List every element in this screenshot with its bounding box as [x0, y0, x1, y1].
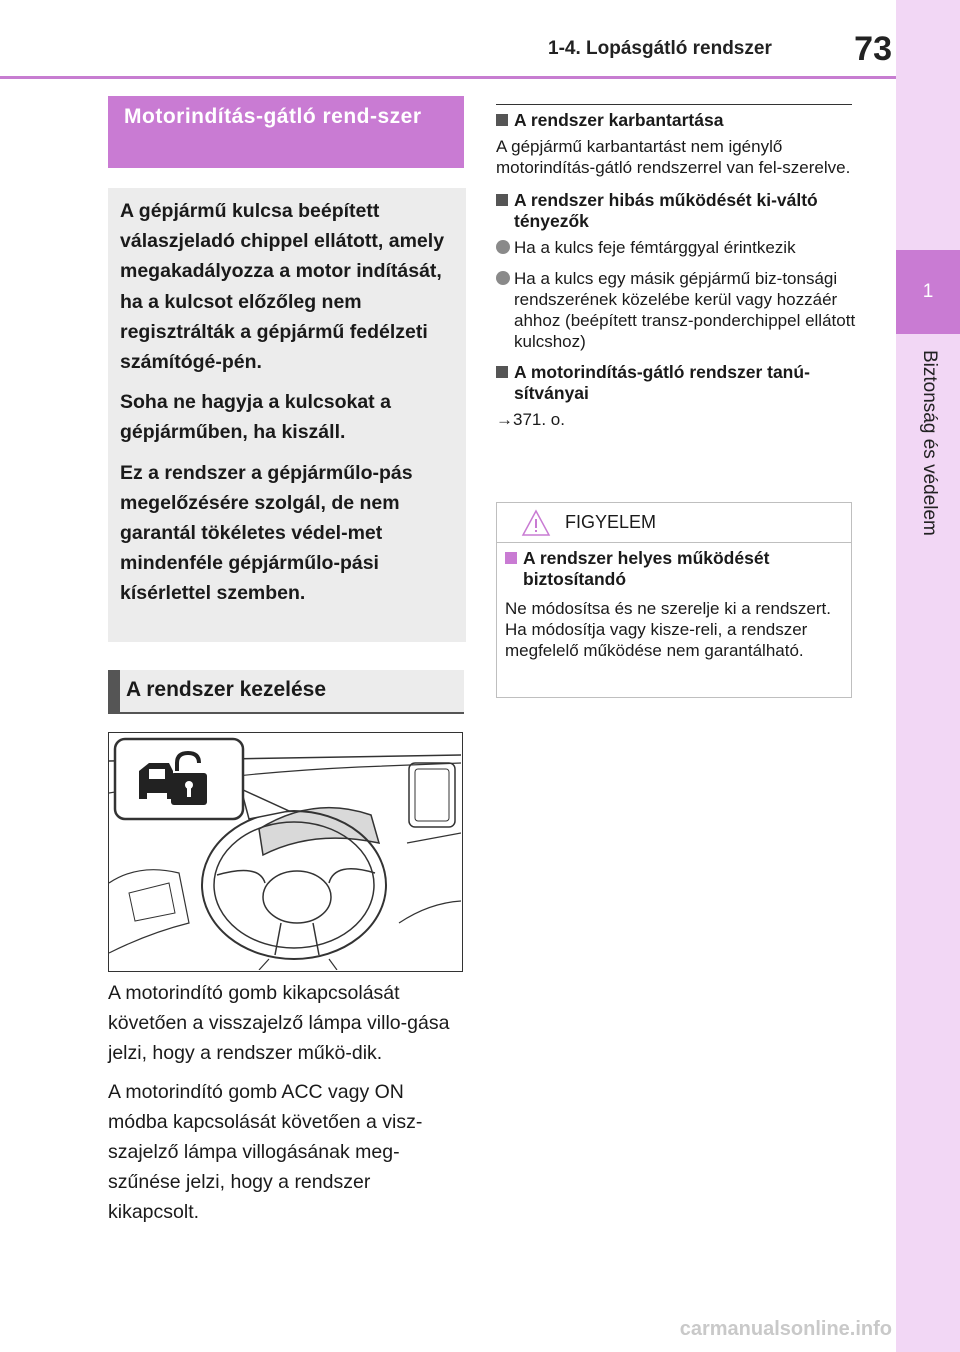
intro-paragraph: A gépjármű kulcsa beépített válaszjeladó chippel ellátott, amely megakadályozza a motor indítását, ha a kulcsot előzőleg nem regisztrálták a gépjármű fedélzeti számítógé-pén.	[120, 200, 445, 374]
square-bullet-icon	[505, 552, 517, 564]
side-strip	[896, 0, 960, 1352]
certification-heading: A motorindítás-gátló rendszer tanú-sítványai	[496, 362, 856, 404]
warning-triangle-icon	[521, 509, 551, 537]
malfunction-heading: A rendszer hibás működését ki-váltó tényezők	[496, 190, 856, 232]
operation-text	[108, 978, 464, 1236]
warning-subheading: A rendszer helyes működését biztosítandó	[505, 548, 843, 590]
intro-box	[108, 188, 466, 642]
section-heading-operation: A rendszer kezelése	[108, 670, 464, 714]
round-bullet-icon	[496, 240, 510, 254]
page-reference-link[interactable]: →371. o.	[496, 410, 565, 429]
square-bullet-icon	[496, 114, 508, 126]
list-item: Ha a kulcs egy másik gépjármű biz-tonsági rendszerének közelébe kerül vagy hozzáér ahhoz (beépített transz-ponderchippel ellátott kulcshoz)	[496, 268, 856, 352]
dashboard-drawing	[109, 733, 461, 970]
warning-text: Ne módosítsa és ne szerelje ki a rendszert. Ha módosítja vagy kisze-reli, a rendszer megfelelő működése nem garantálható.	[505, 599, 831, 660]
round-bullet-icon	[496, 271, 510, 285]
dashboard-illustration	[108, 732, 463, 972]
header-rule	[0, 76, 896, 79]
list-item: Ha a kulcs feje fémtárggyal érintkezik	[496, 237, 856, 258]
watermark: carmanualsonline.info	[679, 1318, 892, 1340]
square-bullet-icon	[496, 194, 508, 206]
warning-header	[497, 503, 851, 543]
section-heading-immobilizer: Motorindítás-gátló rend-szer	[108, 96, 464, 168]
body-paragraph: A motorindító gomb kikapcsolását követően a visszajelző lámpa villo-gása jelzi, hogy a rendszer műkö-dik.	[108, 982, 450, 1064]
intro-paragraph: Soha ne hagyja a kulcsokat a gépjárműben, ha kiszáll.	[120, 391, 391, 444]
square-bullet-icon	[496, 366, 508, 378]
maintenance-text: A gépjármű karbantartást nem igénylő motorindítás-gátló rendszerrel van fel-szerelve.	[496, 137, 851, 177]
chapter-number-tab: 1	[896, 250, 960, 334]
intro-paragraph: Ez a rendszer a gépjárműlo-pás megelőzésére szolgál, de nem garantál tökéletes védel-met mindenféle gépjárműlo-pási kísérlettel szemben.	[120, 461, 413, 605]
body-paragraph: A motorindító gomb ACC vagy ON módba kapcsolását követően a visz-szajelző lámpa villogásának meg-szűnése jelzi, hogy a rendszer kikapcsolt.	[108, 1081, 423, 1223]
warning-body	[497, 543, 851, 661]
right-column	[496, 110, 856, 430]
right-column-rule	[496, 104, 852, 105]
page-number: 73	[854, 30, 892, 68]
warning-box	[496, 502, 852, 698]
maintenance-heading: A rendszer karbantartása	[496, 110, 856, 131]
chapter-label: Biztonság és védelem	[919, 350, 940, 536]
section-title: 1-4. Lopásgátló rendszer	[548, 38, 772, 59]
warning-title: FIGYELEM	[565, 512, 657, 532]
